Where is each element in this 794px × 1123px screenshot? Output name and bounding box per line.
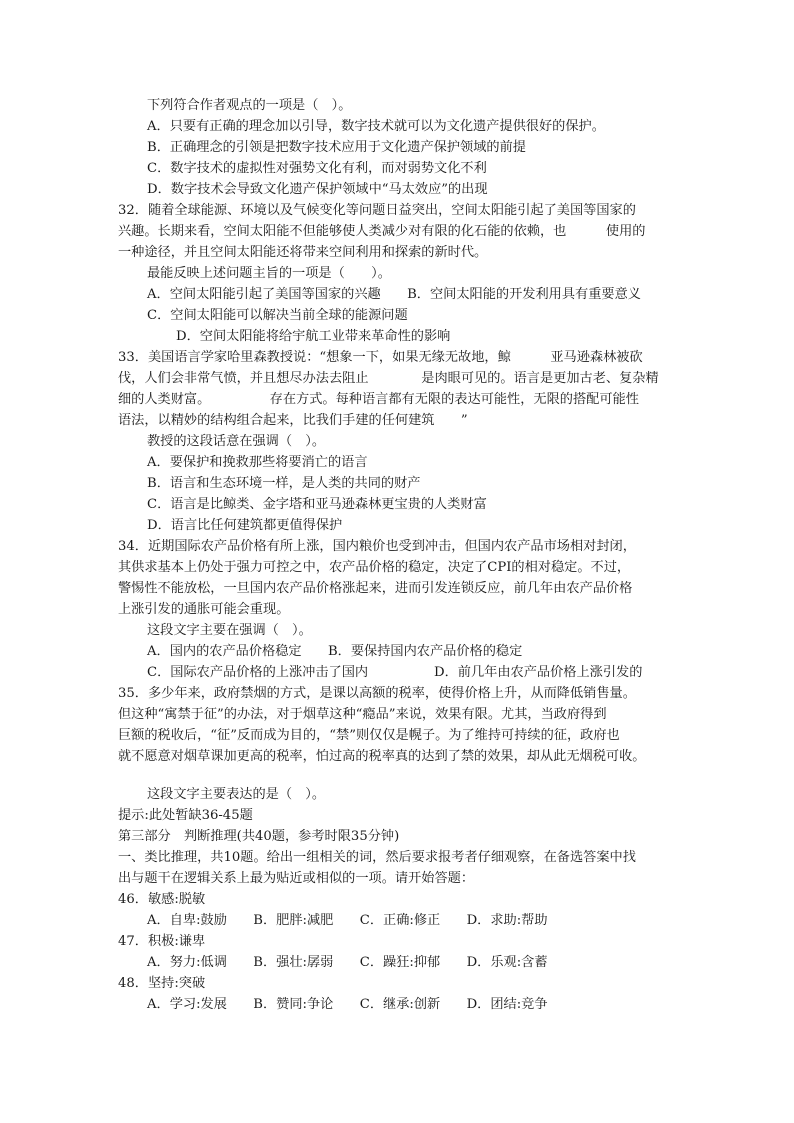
section-instructions: 一、类比推理，共10题。给出一组相关的词，然后要求报考者仔细观察，在备选答案中找 [118, 850, 636, 865]
q31-option-b: B．正确理念的引领是把数字技术应用于文化遗产保护领域的前提 [147, 140, 526, 155]
q35-passage-line: 但这种“寓禁于征”的办法，对于烟草这种“瘾品”来说，效果有限。尤其，当政府得到 [118, 707, 607, 722]
q32-passage-line: 32．随着全球能源、环境以及气候变化等问题日益突出，空间太阳能引起了美国等国家的 [118, 203, 636, 218]
q33-option-a: A．要保护和挽救那些将要消亡的语言 [147, 455, 368, 470]
q32-stem: 最能反映上述问题主旨的一项是（ ）。 [147, 266, 391, 281]
q32-passage-line: 兴趣。长期来看，空间太阳能不但能够使人类减少对有限的化石能的依赖，也 使用的 [118, 224, 646, 239]
q33-passage-line: 细的人类财富。 存在方式。每种语言都有无限的表达可能性，无限的搭配可能性 [118, 392, 639, 407]
q48-options: A．学习:发展 B．赞同:争论 C．继承:创新 D．团结:竞争 [147, 997, 548, 1012]
q32-passage-line: 一种途径，并且空间太阳能还将带来空间利用和探索的新时代。 [118, 245, 488, 260]
q46-stem: 46．敏感:脱敏 [118, 892, 206, 907]
q34-passage-line: 34．近期国际农产品价格有所上涨，国内粮价也受到冲击，但国内农产品市场相对封闭， [118, 539, 636, 554]
q33-passage-line: 伐，人们会非常气愤，并且想尽办法去阻止 是肉眼可见的。语言是更加古老、复杂精 [118, 371, 659, 386]
q32-options-ab: A．空间太阳能引起了美国等国家的兴趣 B．空间太阳能的开发利用具有重要意义 [147, 287, 641, 302]
q31-option-a: A．只要有正确的理念加以引导，数字技术就可以为文化遗产提供很好的保护。 [147, 119, 605, 134]
q33-option-c: C．语言是比鲸类、金字塔和亚马逊森林更宝贵的人类财富 [147, 497, 487, 512]
q48-stem: 48．坚持:突破 [118, 976, 206, 991]
section-heading: 第三部分 判断推理(共40题，参考时限35分钟) [118, 829, 400, 844]
q47-options: A．努力:低调 B．强壮:孱弱 C．躁狂:抑郁 D．乐观:含蓄 [147, 955, 548, 970]
q47-stem: 47．积极:谦卑 [118, 934, 206, 949]
missing-questions-note: 提示:此处暂缺36-45题 [118, 808, 253, 823]
q34-stem: 这段文字主要在强调（ ）。 [147, 623, 312, 638]
q35-passage-line: 巨额的税收后，“征”反而成为目的，“禁”则仅仅是幌子。为了维持可持续的征，政府也 [118, 728, 620, 743]
q31-option-d: D．数字技术会导致文化遗产保护领域中“马太效应”的出现 [147, 182, 488, 197]
q35-passage-line: 35．多少年来，政府禁烟的方式，是课以高额的税率，使得价格上升，从而降低销售量。 [118, 686, 636, 701]
q31-option-c: C．数字技术的虚拟性对强势文化有利，而对弱势文化不利 [147, 161, 487, 176]
q33-passage-line: 语法，以精妙的结构组合起来，比我们手建的任何建筑 ” [118, 413, 468, 428]
q46-options: A．自卑:鼓励 B．肥胖:减肥 C．正确:修正 D．求助:帮助 [147, 913, 548, 928]
q34-passage-line: 警惕性不能放松，一旦国内农产品价格涨起来，进而引发连锁反应，前几年由农产品价格 [118, 581, 633, 596]
q34-passage-line: 其供求基本上仍处于强力可控之中，农产品价格的稳定，决定了CPI的相对稳定。不过， [118, 560, 631, 575]
q32-option-c: C．空间太阳能可以解决当前全球的能源问题 [147, 308, 408, 323]
q33-stem: 教授的这段话意在强调（ ）。 [147, 434, 326, 449]
q33-option-d: D．语言比任何建筑都更值得保护 [147, 518, 343, 533]
q31-stem: 下列符合作者观点的一项是（ ）。 [147, 98, 352, 113]
q34-passage-line: 上涨引发的通胀可能会重现。 [118, 602, 290, 617]
q33-option-b: B．语言和生态环境一样，是人类的共同的财产 [147, 476, 421, 491]
q34-options-ab: A．国内的农产品价格稳定 B．要保持国内农产品价格的稳定 [147, 644, 523, 659]
q33-passage-line: 33．美国语言学家哈里森教授说：“想象一下，如果无缘无故地，鲸 亚马逊森林被砍 [118, 350, 643, 365]
q35-passage-line: 就不愿意对烟草课加更高的税率，怕过高的税率真的达到了禁的效果，却从此无烟税可收。 [118, 749, 646, 764]
q34-options-cd: C．国际农产品价格的上涨冲击了国内 D．前几年由农产品价格上涨引发的 [147, 665, 643, 680]
q35-stem: 这段文字主要表达的是（ ）。 [147, 787, 326, 802]
q32-option-d: D．空间太阳能将给宇航工业带来革命性的影响 [176, 329, 451, 344]
section-instructions: 出与题干在逻辑关系上最为贴近或相似的一项。请开始答题： [118, 871, 475, 886]
